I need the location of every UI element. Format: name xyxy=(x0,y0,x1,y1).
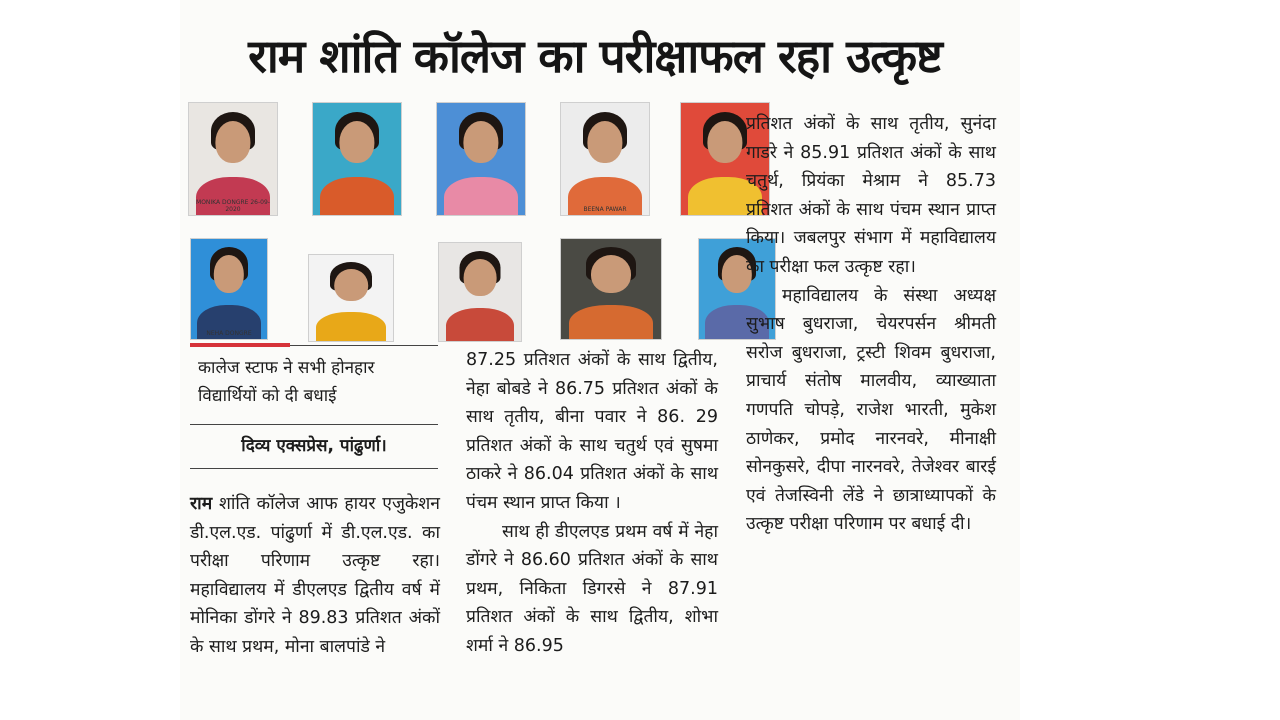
photo-name-caption: BEENA PAWAR xyxy=(583,206,627,213)
portrait-clothing xyxy=(446,308,515,342)
student-photo xyxy=(560,102,650,216)
accent-bar xyxy=(190,343,290,347)
portrait-face xyxy=(214,255,244,293)
portrait-face xyxy=(339,121,374,164)
dateline-top-rule xyxy=(190,424,438,425)
lead-word: राम xyxy=(190,494,213,514)
photo-name-caption: NEHA DONGRE xyxy=(206,330,252,337)
student-photo xyxy=(436,102,526,216)
column-3-paragraph-2: महाविद्यालय के संस्था अध्यक्ष सुभाष बुधराजा, चेयरपर्सन श्रीमती सरोज बुधराजा, ट्रस्टी शिवम बुधराजा, प्राचार्य संतोष मालवीय, व्याख्याता गणपति चोपड़े, राजेश भारती, मुकेश ठाणेकर, प्रमोद नारनवरे, मीनाक्षी सोनकुसरे, दीपा नारनवरे, तेजेश्वर बारई एवं तेजस्विनी लेंडे ने छात्राध्यापकों के उत्कृष्ट परीक्षा परिणाम पर बधाई दी। xyxy=(746,285,996,535)
column-1-text: शांति कॉलेज आफ हायर एजुकेशन डी.एल.एड. पांढुर्णा में डी.एल.एड. का परीक्षा परिणाम उत्कृष्ट रहा। महाविद्यालय में डीएलएड द्वितीय वर्ष में मोनिका डोंगरे ने 89.83 प्रतिशत अंकों के साथ प्रथम, मोना बालपांडे ने xyxy=(190,494,440,657)
column-2-paragraph-1: 87.25 प्रतिशत अंकों के साथ द्वितीय, नेहा बोबडे ने 86.75 प्रतिशत अंकों के साथ तृतीय, बीना पवार ने 86. 29 प्रतिशत अंकों के साथ चतुर्थ एवं सुषमा ठाकरे ने 86.04 प्रतिशत अंकों के साथ पंचम स्थान प्राप्त किया । xyxy=(466,350,718,513)
photo-name-caption: MONIKA DONGRE 26-09-2020 xyxy=(196,199,270,213)
student-photo xyxy=(438,242,522,342)
dateline: दिव्य एक्सप्रेस, पांढुर्णा। xyxy=(241,436,387,456)
dateline-bottom-rule xyxy=(190,468,438,469)
portrait-face xyxy=(591,255,631,293)
portrait-face xyxy=(463,121,498,164)
student-photo-grid xyxy=(188,102,776,342)
caption-top-rule xyxy=(290,345,438,346)
portrait-clothing xyxy=(569,305,653,340)
photo-caption xyxy=(198,354,438,410)
portrait-face xyxy=(587,121,622,164)
column-2-paragraph-2: साथ ही डीएलएड प्रथम वर्ष में नेहा डोंगरे ने 86.60 प्रतिशत अंकों के साथ प्रथम, निकिता डिगरसे ने 87.91 प्रतिशत अंकों के साथ द्वितीय, शोभा शर्मा ने 86.95 xyxy=(466,521,718,656)
student-photo xyxy=(190,238,268,340)
portrait-face xyxy=(334,269,368,302)
student-photo xyxy=(188,102,278,216)
student-photo xyxy=(560,238,662,340)
portrait-clothing xyxy=(320,177,394,216)
caption-line: विद्यार्थियों को दी बधाई xyxy=(198,386,337,406)
portrait-face xyxy=(464,259,497,296)
portrait-face xyxy=(215,121,250,164)
portrait-clothing xyxy=(316,312,387,342)
headline: राम शांति कॉलेज का परीक्षाफल रहा उत्कृष्ट xyxy=(248,29,942,83)
article-column-1 xyxy=(190,490,440,662)
article-column-3 xyxy=(746,110,996,539)
portrait-face xyxy=(707,121,742,164)
article-column-2 xyxy=(466,346,718,661)
caption-line: कालेज स्टाफ ने सभी होनहार xyxy=(198,358,375,378)
portrait-clothing xyxy=(444,177,518,216)
column-3-paragraph-1: प्रतिशत अंकों के साथ तृतीय, सुनंदा गाडरे ने 85.91 प्रतिशत अंकों के साथ चतुर्थ, प्रियंका मेश्राम ने 85.73 प्रतिशत अंकों के साथ पंचम स्थान प्राप्त किया। जबलपुर संभाग में महाविद्यालय का परीक्षा फल उत्कृष्ट रहा। xyxy=(746,114,996,277)
student-photo xyxy=(308,254,394,342)
student-photo xyxy=(312,102,402,216)
